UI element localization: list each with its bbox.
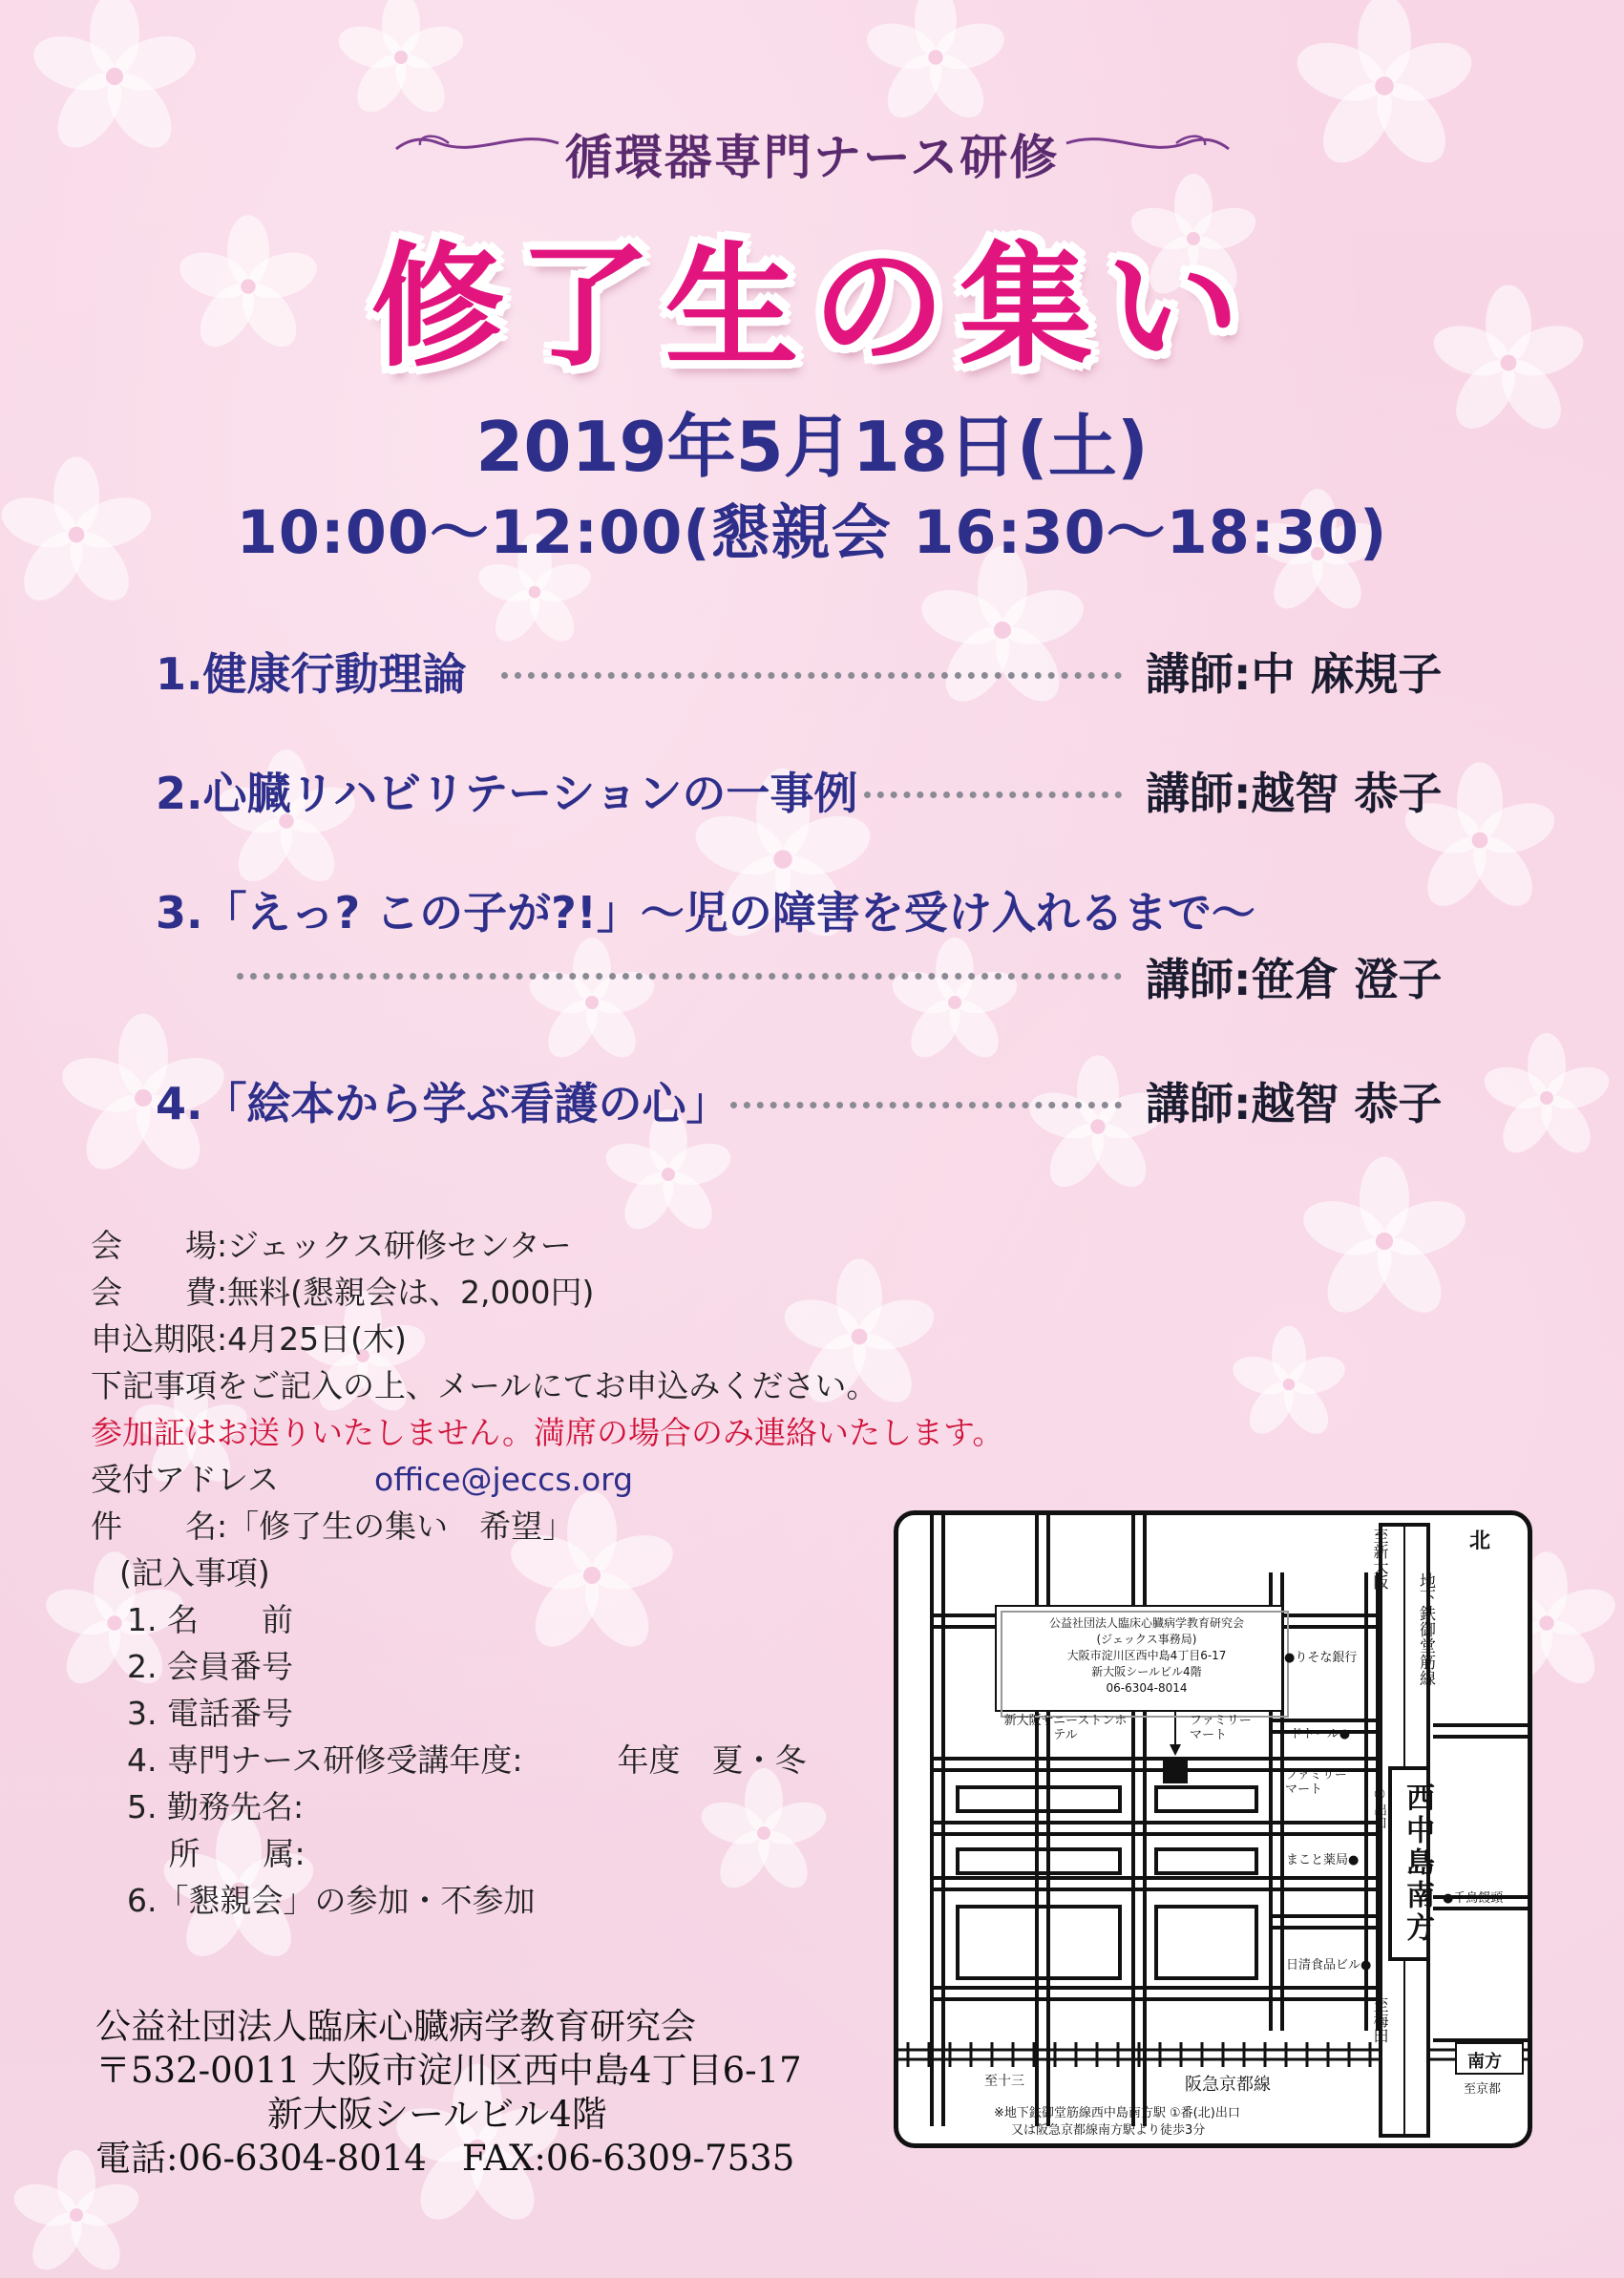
leader-dots (730, 1102, 1122, 1108)
access-map (894, 1510, 1532, 2148)
info-block (91, 1222, 1003, 1924)
event-title (0, 200, 1624, 392)
program-item-1-title: 1.健康行動理論 (156, 648, 467, 700)
map-footnote-1: ※地下鉄御堂筋線西中島南方駅 ①番(北)出口 (994, 2106, 1240, 2120)
hankyu-line-name: 阪急京都線 (1185, 2075, 1271, 2095)
field-item: 6.「懇親会」の参加・不参加 (127, 1882, 536, 1919)
map-info-box (1003, 1615, 1290, 1697)
event-time: 10:00〜12:00(懇親会 16:30〜18:30) (236, 497, 1388, 567)
deadline: 申込期限:4月25日(木) (91, 1320, 407, 1358)
program-item-4-lecturer: 講師:越智 恭子 (1146, 1078, 1443, 1129)
blossom-shape (1228, 1326, 1350, 1442)
field-item: 5. 勤務先名: (127, 1788, 305, 1825)
fee: 会 費:無料(懇親会は、2,000円) (91, 1274, 595, 1311)
instruction: 下記事項をご記入の上、メールにてお申込みください。 (91, 1367, 878, 1404)
org-address1: 〒532-0011 大阪市淀川区西中島4丁目6-17 (95, 2050, 802, 2091)
station-exit: ①出口 (1372, 1787, 1387, 1829)
email-link[interactable]: office@jeccs.org (374, 1461, 634, 1498)
landmark-family2: ファミリーマート (1285, 1768, 1347, 1797)
station-name: 西中島南方 (1401, 1782, 1434, 1945)
blossom-shape (524, 938, 660, 1066)
leader-dots (237, 973, 1122, 980)
blossom-shape (1297, 1157, 1472, 1324)
program-item-4-title: 4.「絵本から学ぶ看護の心」 (156, 1078, 730, 1129)
line-to-umeda: 至梅田 (1371, 1997, 1389, 2043)
org-contact: 電話:06-6304-8014 FAX:06-6309-7535 (95, 2138, 795, 2179)
blossom-shape (1479, 1033, 1614, 1162)
landmark-senba: ●千鳥饅頭 (1443, 1891, 1504, 1906)
event-date: 2019年5月18日(土) (475, 407, 1149, 487)
subject: 件 名:「修了生の集い 希望」 (91, 1508, 575, 1545)
program-item-1-lecturer: 講師:中 麻規子 (1146, 648, 1443, 700)
blossom-shape (915, 546, 1090, 713)
leader-dots (864, 791, 1122, 798)
blossom-shape (861, 0, 1010, 127)
event-subtitle: 循環器専門ナース研修 (564, 130, 1060, 185)
subway-line-name: 地下鉄御堂筋線 (1416, 1572, 1435, 1686)
address-label: 受付アドレス (91, 1461, 280, 1498)
event-title-text: 修了生の集い (370, 230, 1254, 386)
notice: 参加証はお送りいたしません。満席の場合のみ連絡いたします。 (91, 1414, 1004, 1451)
field-item: 所 属: (127, 1835, 306, 1872)
address-row (91, 1456, 1003, 1503)
landmark-family1: ファミリーマート (1190, 1714, 1252, 1742)
map-info-line: 06-6304-8014 (1106, 1681, 1188, 1695)
map-footnote-2: 又は阪急京都線南方駅より徒歩3分 (1011, 2123, 1206, 2138)
field-item: 2. 会員番号 (127, 1648, 293, 1685)
blossom-shape (887, 938, 1023, 1066)
field-item: 3. 電話番号 (127, 1695, 293, 1732)
program-item-3-lecturer: 講師:笹倉 澄子 (1146, 954, 1443, 1005)
program-item-2-lecturer: 講師:越智 恭子 (1146, 768, 1443, 819)
landmark-risona: ●りそな銀行 (1284, 1651, 1358, 1665)
landmark-doutor: ドトール● (1290, 1727, 1351, 1741)
map-info-line: 新大阪シールビル4階 (1091, 1665, 1202, 1678)
program-item-2-title: 2.心臓リハビリテーションの一事例 (156, 768, 858, 819)
blossom-shape (333, 0, 469, 121)
landmark-nisshin: 日清食品ビル● (1286, 1958, 1372, 1972)
landmark-makoto: まこと薬局● (1286, 1853, 1360, 1867)
hankyu-station-name: 南方 (1467, 2052, 1502, 2072)
venue: 会 場:ジェックス研修センター (91, 1227, 572, 1264)
program-item-3-title: 3.「えっ? この子が?!」〜児の障害を受け入れるまで〜 (156, 887, 1255, 939)
fields-heading: (記入事項) (119, 1554, 270, 1592)
organization-block (95, 2005, 802, 2181)
org-name: 公益社団法人臨床心臓病学教育研究会 (95, 2006, 696, 2047)
landmark-sunny: 新大阪サニーストンホテル (1003, 1714, 1128, 1742)
north-marker: 北 (1469, 1529, 1491, 1553)
org-address2: 新大阪シールビル4階 (267, 2094, 607, 2135)
map-info-line: 公益社団法人臨床心臓病学教育研究会 (1048, 1616, 1244, 1630)
to-kyoto: 至京都 (1464, 2082, 1502, 2097)
to-juso: 至十三 (984, 2074, 1024, 2089)
line-to-shinosaka: 至新大阪 (1371, 1529, 1389, 1590)
field-item: 4. 専門ナース研修受講年度: 年度 夏・冬 (127, 1741, 807, 1779)
leader-dots (501, 672, 1122, 679)
map-info-line: 大阪市淀川区西中島4丁目6-17 (1066, 1649, 1227, 1662)
map-info-line: (ジェックス事務局) (1096, 1633, 1197, 1646)
field-item: 1. 名 前 (127, 1601, 293, 1638)
